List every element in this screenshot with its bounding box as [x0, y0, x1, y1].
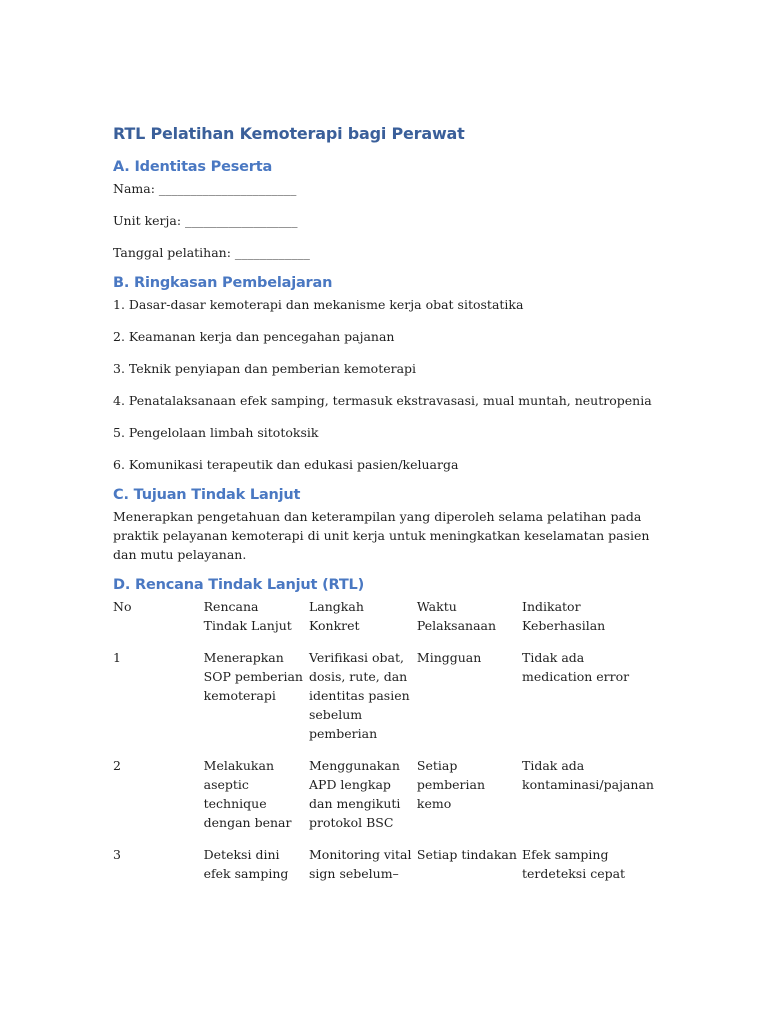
- field-nama: Nama: ______________________: [113, 181, 297, 196]
- section-c-heading: C. Tujuan Tindak Lanjut: [113, 487, 301, 503]
- table-cell: Tidak ada medication error: [522, 650, 630, 684]
- table-cell: Tidak ada kontaminasi/pajanan: [522, 758, 654, 792]
- document-page: [113, 124, 658, 896]
- table-cell: Melakukan aseptic technique dengan benar: [203, 758, 292, 830]
- list-item: 2. Keamanan kerja dan pencegahan pajanan: [113, 329, 395, 344]
- table-row: [113, 648, 658, 756]
- table-header-cell: Rencana Tindak Lanjut: [203, 599, 292, 633]
- document-title: RTL Pelatihan Kemoterapi bagi Perawat: [113, 124, 465, 143]
- table-row: [113, 845, 658, 896]
- table-header-cell: Waktu Pelaksanaan: [416, 599, 497, 633]
- table-cell: Verifikasi obat, dosis, rute, dan identitas pasien sebelum pemberian: [309, 650, 410, 741]
- list-item: 6. Komunikasi terapeutik dan edukasi pasien/keluarga: [113, 457, 459, 472]
- table-cell: Monitoring vital sign sebelum–: [309, 847, 412, 881]
- table-header-row: [113, 597, 658, 648]
- table-cell: Setiap pemberian kemo: [416, 758, 486, 811]
- list-item: 3. Teknik penyiapan dan pemberian kemoterapi: [113, 361, 417, 376]
- table-cell: 2: [113, 758, 121, 773]
- section-tujuan: [113, 487, 658, 564]
- table-cell: Deteksi dini efek samping: [203, 847, 289, 881]
- list-item: 1. Dasar-dasar kemoterapi dan mekanisme kerja obat sitostatika: [113, 297, 524, 312]
- field-unit-kerja: Unit kerja: __________________: [113, 213, 298, 228]
- table-cell: 3: [113, 847, 121, 862]
- table-cell: Menerapkan SOP pemberian kemoterapi: [203, 650, 303, 703]
- table-header-cell: Indikator Keberhasilan: [522, 599, 606, 633]
- table-header-cell: Langkah Konkret: [309, 599, 364, 633]
- table-cell: Menggunakan APD lengkap dan mengikuti protokol BSC: [309, 758, 401, 830]
- section-identitas: [113, 159, 658, 262]
- tujuan-paragraph: Menerapkan pengetahuan dan keterampilan yang diperoleh selama pelatihan pada praktik pelayanan kemoterapi di unit kerja untuk meningkatkan keselamatan pasien dan mutu pelayanan.: [113, 509, 650, 562]
- section-a-heading: A. Identitas Peserta: [113, 159, 273, 175]
- table-cell: Mingguan: [416, 650, 482, 665]
- list-item: 4. Penatalaksanaan efek samping, termasuk ekstravasasi, mual muntah, neutropenia: [113, 393, 652, 408]
- section-d-heading: D. Rencana Tindak Lanjut (RTL): [113, 577, 365, 593]
- table-cell: Efek samping terdeteksi cepat: [522, 847, 626, 881]
- section-b-heading: B. Ringkasan Pembelajaran: [113, 275, 333, 291]
- table-cell: Setiap tindakan: [416, 847, 517, 862]
- list-item: 5. Pengelolaan limbah sitotoksik: [113, 425, 319, 440]
- section-rtl: [113, 577, 658, 896]
- field-tanggal-pelatihan: Tanggal pelatihan: ____________: [113, 245, 310, 260]
- table-cell: 1: [113, 650, 121, 665]
- section-ringkasan: [113, 275, 658, 474]
- table-row: [113, 756, 658, 845]
- rtl-table: [113, 597, 658, 896]
- table-header-cell: No: [113, 599, 132, 614]
